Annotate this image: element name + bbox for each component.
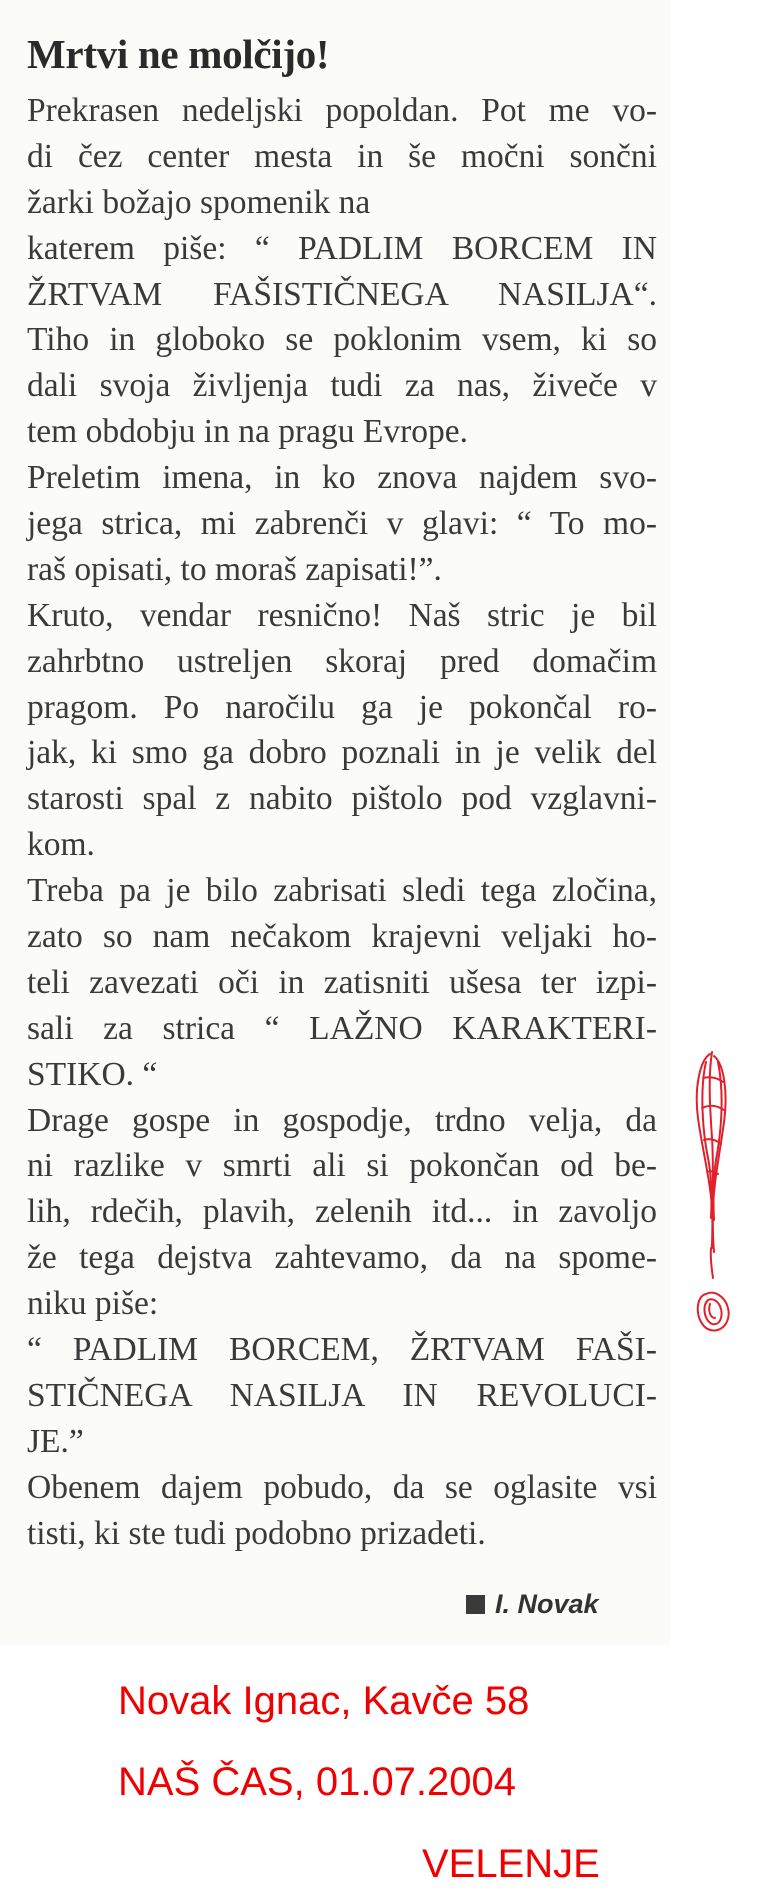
article-line: že tega dejstva zahtevamo, da na spome- (27, 1239, 657, 1277)
article-line: Prekrasen nedeljski popoldan. Pot me vo- (27, 92, 657, 129)
article-line: “ PADLIM BORCEM, ŽRTVAM FAŠI- (27, 1331, 657, 1369)
article-line: Tiho in globoko se poklonim vsem, ki so (27, 321, 657, 359)
article-line: starosti spal z nabito pištolo pod vzglavni- (27, 780, 657, 818)
article-line: Preletim imena, in ko znova najdem svo- (27, 459, 657, 497)
article-line: pragom. Po naročilu ga je pokončal ro- (27, 688, 657, 726)
article-line: JE.” (27, 1422, 84, 1460)
article-line: tisti, ki ste tudi podobno prizadeti. (27, 1514, 486, 1552)
caption-publication-date: NAŠ ČAS, 01.07.2004 (118, 1760, 517, 1804)
square-bullet-icon (466, 1595, 485, 1614)
caption-author-address: Novak Ignac, Kavče 58 (118, 1679, 530, 1723)
article-line: zahrbtno ustreljen skoraj pred domačim (27, 642, 657, 680)
article-line: raš opisati, to moraš zapisati!”. (27, 550, 442, 588)
article-line: katerem piše: “ PADLIM BORCEM IN (27, 229, 657, 267)
article-line: lih, rdečih, plavih, zelenih itd... in zavoljo (27, 1193, 657, 1231)
article-line: teli zavezati oči in zatisniti ušesa ter izpi- (27, 963, 657, 1001)
signature-name: I. Novak (495, 1589, 599, 1619)
article-line: STIČNEGA NASILJA IN REVOLUCI- (27, 1376, 657, 1414)
article-line: Drage gospe in gospodje, trdno velja, da (27, 1101, 657, 1139)
article-signature (466, 1584, 599, 1624)
article-line: dali svoja življenja tudi za nas, živeče v (27, 367, 657, 405)
article-line: Treba pa je bilo zabrisati sledi tega zločina, (27, 872, 657, 910)
article-line: žarki božajo spomenik na (27, 183, 371, 221)
article-line: jak, ki smo ga dobro poznali in je velik del (27, 734, 657, 772)
article-line: ŽRTVAM FAŠISTIČNEGA NASILJA“. (27, 275, 657, 313)
article-line: sali za strica “ LAŽNO KARAKTERI- (27, 1009, 657, 1047)
red-scribble-mark (688, 1048, 738, 1340)
caption-city: VELENJE (422, 1842, 600, 1886)
article-title: Mrtvi ne molčijo! (27, 31, 330, 77)
article-line: jega strica, mi zabrenči v glavi: “ To mo- (27, 505, 657, 543)
article-line: kom. (27, 826, 95, 864)
article-body (27, 88, 657, 1557)
article-line: STIKO. “ (27, 1055, 158, 1093)
article-line: Kruto, vendar resnično! Naš stric je bil (27, 596, 657, 634)
article-line: niku piše: (27, 1285, 159, 1323)
article-line: ni razlike v smrti ali si pokončan od be- (27, 1147, 657, 1185)
article-line: tem obdobju in na pragu Evrope. (27, 413, 468, 451)
article-line: di čez center mesta in še močni sončni (27, 137, 657, 175)
article-line: Obenem dajem pobudo, da se oglasite vsi (27, 1468, 657, 1506)
article-line: zato so nam nečakom krajevni veljaki ho- (27, 918, 657, 956)
